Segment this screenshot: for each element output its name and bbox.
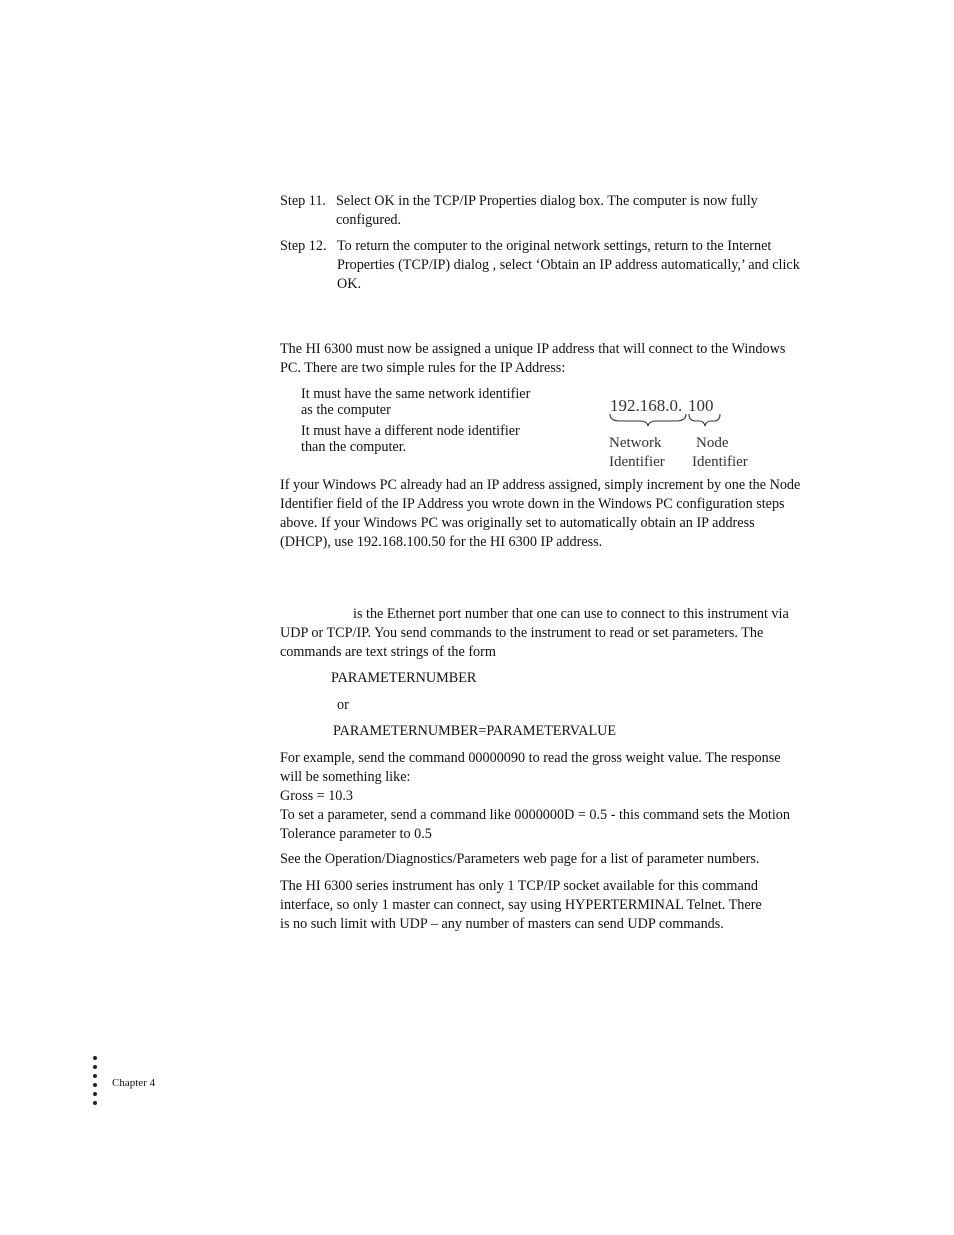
paragraph-line: commands are text strings of the form: [280, 644, 496, 660]
step-12-line: OK.: [337, 276, 362, 292]
paragraph-line: (DHCP), use 192.168.100.50 for the HI 6300 IP address.: [280, 534, 603, 550]
footer-dot: [93, 1101, 97, 1105]
step-12-text: [337, 237, 817, 294]
step-11-line: configured.: [336, 212, 402, 228]
paragraph-line: Tolerance parameter to 0.5: [280, 826, 432, 842]
footer-dot: [93, 1092, 97, 1096]
step-12-line: Properties (TCP/IP) dialog , select ‘Obtain an IP address automatically,’ and click: [337, 257, 800, 273]
step-11-label: Step 11.: [280, 193, 326, 209]
paragraph-line: is the Ethernet port number that one can use to connect to this instrument via: [353, 606, 789, 622]
step-12-label: Step 12.: [280, 238, 327, 254]
footer-dot: [93, 1065, 97, 1069]
command-or: or: [337, 697, 349, 713]
paragraph-line: UDP or TCP/IP. You send commands to the instrument to read or set parameters. The: [280, 625, 764, 641]
example-paragraph: [280, 749, 815, 844]
ip-address-diagram: [600, 390, 770, 475]
paragraph-line: The HI 6300 series instrument has only 1 TCP/IP socket available for this command: [280, 878, 758, 894]
rule-line: than the computer.: [301, 438, 407, 455]
paragraph-line: above. If your Windows PC was originally set to automatically obtain an IP address: [280, 515, 755, 531]
network-identifier-digits: 192.168.0.: [610, 396, 683, 415]
ip-intro-paragraph: [280, 340, 815, 378]
step-12-line: To return the computer to the original network settings, return to the Internet: [337, 238, 772, 254]
network-brace: [610, 414, 686, 426]
command-form-number: PARAMETERNUMBER: [331, 670, 477, 686]
node-label-line: Identifier: [692, 454, 748, 470]
rule-line: It must have a different node identifier: [301, 423, 520, 439]
paragraph-line: interface, so only 1 master can connect, say using HYPERTERMINAL Telnet. There: [280, 897, 762, 913]
paragraph-line: Identifier field of the IP Address you wrote down in the Windows PC configuration steps: [280, 496, 785, 512]
paragraph-line: is no such limit with UDP – any number of masters can send UDP commands.: [280, 916, 724, 932]
footer-dot: [93, 1056, 97, 1060]
network-label-line: Identifier: [609, 454, 665, 470]
node-identifier-digits: 100: [688, 396, 714, 415]
chapter-label: Chapter 4: [112, 1077, 156, 1089]
step-11-line: Select OK in the TCP/IP Properties dialog box. The computer is now fully: [336, 193, 758, 209]
paragraph-line: PC. There are two simple rules for the IP Address:: [280, 360, 566, 376]
paragraph-line: If your Windows PC already had an IP address assigned, simply increment by one the Node: [280, 477, 801, 493]
command-form-number-value: PARAMETERNUMBER=PARAMETERVALUE: [333, 723, 617, 739]
node-brace: [689, 414, 720, 426]
paragraph-line: For example, send the command 00000090 to read the gross weight value. The response: [280, 750, 781, 766]
see-parameters-paragraph: See the Operation/Diagnostics/Parameters web page for a list of parameter numbers.: [280, 851, 760, 867]
node-label-line: Node: [696, 435, 729, 451]
rule-line: It must have the same network identifier: [301, 386, 531, 402]
rule-line: as the computer: [301, 401, 391, 418]
paragraph-line: will be something like:: [280, 769, 411, 785]
dhcp-paragraph: [280, 476, 820, 552]
paragraph-line: To set a parameter, send a command like 0000000D = 0.5 - this command sets the Motion: [280, 807, 790, 823]
socket-paragraph: [280, 877, 815, 934]
rule-different-node: [301, 424, 551, 455]
footer-dot: [93, 1083, 97, 1087]
paragraph-line: Gross = 10.3: [280, 788, 354, 804]
paragraph-line: The HI 6300 must now be assigned a unique IP address that will connect to the Windows: [280, 341, 786, 357]
step-11-text: [336, 192, 816, 230]
rule-same-network: [301, 387, 551, 418]
network-label-line: Network: [609, 435, 662, 451]
footer-dot: [93, 1074, 97, 1078]
